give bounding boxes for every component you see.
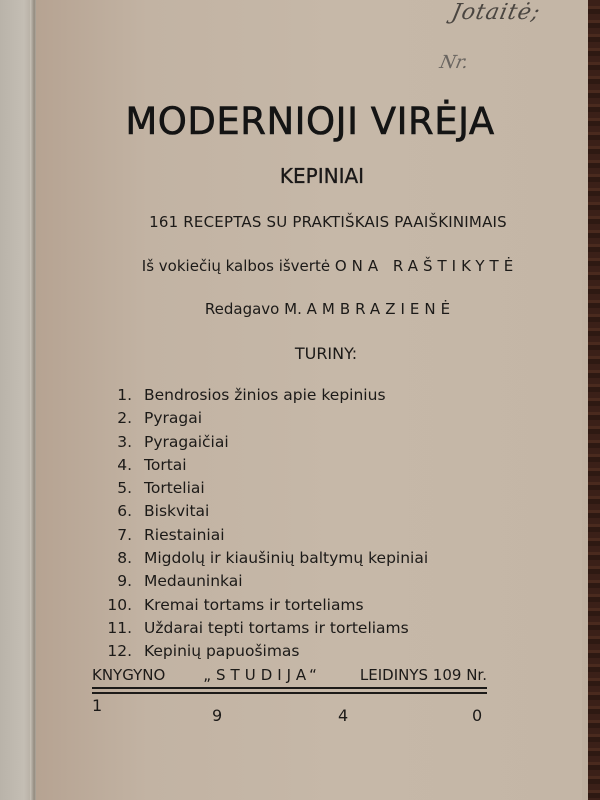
year-digit: 9 xyxy=(212,706,223,725)
toc-item xyxy=(98,409,428,432)
toc-item xyxy=(98,526,428,549)
toc-item xyxy=(98,386,428,409)
footer-rule-bottom xyxy=(92,692,487,694)
toc-label: Migdolų ir kiaušinių baltymų kepiniai xyxy=(144,549,429,568)
toc-item xyxy=(98,596,428,619)
book-title: MODERNIOJI VIRĖJA xyxy=(125,100,495,143)
toc-label: Torteliai xyxy=(144,479,205,498)
toc-item xyxy=(98,456,428,479)
toc-number: 2. xyxy=(117,409,132,428)
toc-number: 12. xyxy=(107,642,132,661)
toc-label: Pyragaičiai xyxy=(144,432,229,451)
publisher-prefix: KNYGYNO xyxy=(92,666,166,684)
translator-prefix: Iš vokiečių kalbos išvertė xyxy=(141,257,331,275)
book-subtitle: KEPINIAI xyxy=(279,164,365,188)
publication-year xyxy=(92,696,487,736)
toc-label: Medauninkai xyxy=(144,572,243,591)
toc-item xyxy=(98,642,428,665)
year-digit: 4 xyxy=(338,706,349,725)
edition-number: LEIDINYS 109 Nr. xyxy=(359,666,487,684)
editor-name: AMBRAZIENĖ xyxy=(306,300,456,318)
toc-item xyxy=(98,572,428,595)
editor-line xyxy=(0,300,600,318)
translator-name: ONA RAŠTIKYTĖ xyxy=(334,257,519,275)
toc-number: 4. xyxy=(117,455,132,474)
toc-number: 7. xyxy=(117,525,132,544)
toc-number: 1. xyxy=(117,386,132,404)
toc-item xyxy=(98,619,428,642)
translator-line xyxy=(0,257,600,275)
handwritten-note: Jotaitė; xyxy=(449,0,544,25)
table-of-contents xyxy=(98,386,428,666)
toc-label: Uždarai tepti tortams ir torteliams xyxy=(144,618,409,637)
toc-label: Pyragai xyxy=(144,409,203,428)
toc-number: 10. xyxy=(107,595,132,614)
toc-item xyxy=(98,433,428,456)
toc-number: 9. xyxy=(117,572,132,591)
contents-heading: TURINY: xyxy=(294,344,358,363)
toc-label: Bendrosios žinios apie kepinius xyxy=(144,386,386,404)
toc-label: Riestainiai xyxy=(144,525,225,544)
year-digit: 1 xyxy=(92,696,103,715)
toc-label: Kremai tortams ir torteliams xyxy=(144,595,364,614)
toc-item xyxy=(98,502,428,525)
toc-item xyxy=(98,549,428,572)
handwritten-number-note: Nr. xyxy=(437,52,471,73)
toc-number: 6. xyxy=(117,502,132,521)
toc-label: Tortai xyxy=(144,455,187,474)
year-digit: 0 xyxy=(472,706,483,725)
toc-number: 8. xyxy=(117,549,132,568)
toc-label: Biskvitai xyxy=(144,502,210,521)
recipes-count-line: 161 RECEPTAS SU PRAKTIŠKAIS PAAIŠKINIMAIS xyxy=(149,213,507,231)
editor-prefix: Redagavo M. xyxy=(204,300,302,318)
publisher-name: „STUDIJA“ xyxy=(203,666,322,684)
footer-rule-top xyxy=(92,687,487,689)
publisher-line xyxy=(92,666,487,684)
toc-number: 3. xyxy=(117,432,132,451)
toc-number: 11. xyxy=(107,618,132,637)
toc-item xyxy=(98,479,428,502)
toc-number: 5. xyxy=(117,479,132,498)
toc-label: Kepinių papuošimas xyxy=(144,642,300,661)
